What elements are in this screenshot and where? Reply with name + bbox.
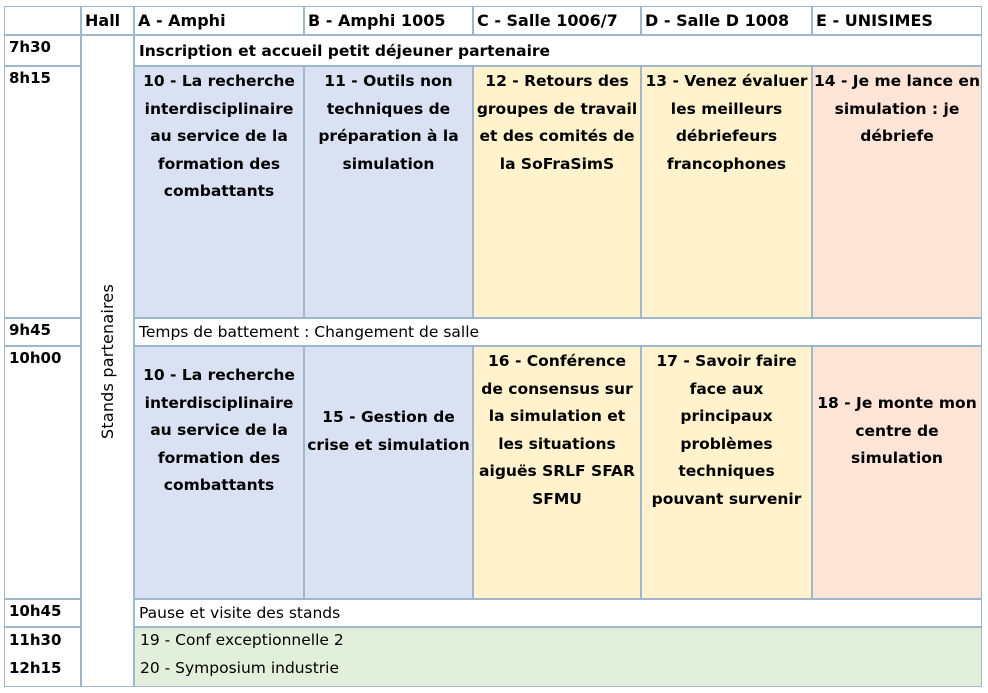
session-title: 10 - La recherche interdisciplinaire au service de la formation des combattants (143, 72, 295, 200)
band-room-change: Temps de battement : Changement de salle (134, 318, 982, 346)
header-room-c: C - Salle 1006/7 (473, 6, 641, 35)
band-conf-exceptionnelle: 19 - Conf exceptionnelle 2 (140, 631, 344, 649)
session-title: 18 - Je monte mon centre de simulation (817, 394, 977, 467)
time-12h15: 12h15 (9, 659, 62, 677)
header-hall: Hall (81, 6, 134, 35)
session-17[interactable] (641, 346, 812, 599)
session-16[interactable] (473, 346, 641, 599)
time-9h45: 9h45 (4, 318, 81, 346)
session-title: 14 - Je me lance en simulation : je débriefe (814, 72, 980, 145)
session-title: 13 - Venez évaluer les meilleurs débriefeurs francophones (645, 72, 808, 173)
band-welcome: Inscription et accueil petit déjeuner partenaire (134, 35, 982, 66)
header-room-b: B - Amphi 1005 (304, 6, 473, 35)
time-cell-midday (4, 627, 81, 687)
hall-column (81, 35, 134, 687)
session-title: 11 - Outils non techniques de préparation à la simulation (318, 72, 459, 173)
session-title: 16 - Conférence de consensus sur la simulation et les situations aiguës SRLF SFAR SFMU (479, 352, 635, 508)
session-10-morning[interactable] (134, 66, 304, 318)
band-pause: Pause et visite des stands (134, 599, 982, 627)
band-symposium: 20 - Symposium industrie (140, 659, 339, 677)
session-15[interactable] (304, 346, 473, 599)
session-title: 17 - Savoir faire face aux principaux problèmes techniques pouvant survenir (651, 352, 802, 508)
header-room-a: A - Amphi (134, 6, 304, 35)
time-8h15: 8h15 (4, 66, 81, 318)
session-12[interactable] (473, 66, 641, 318)
session-10-late[interactable] (134, 346, 304, 599)
session-13[interactable] (641, 66, 812, 318)
header-room-e: E - UNISIMES (812, 6, 982, 35)
time-7h30: 7h30 (4, 35, 81, 66)
header-empty-cell (4, 6, 81, 35)
time-11h30: 11h30 (9, 631, 62, 649)
session-14[interactable] (812, 66, 982, 318)
session-18[interactable] (812, 346, 982, 599)
time-10h45: 10h45 (4, 599, 81, 627)
session-title: 15 - Gestion de crise et simulation (307, 408, 470, 454)
header-room-d: D - Salle D 1008 (641, 6, 812, 35)
session-title: 12 - Retours des groupes de travail et des comités de la SoFraSimS (476, 72, 638, 173)
time-10h00: 10h00 (4, 346, 81, 599)
session-11[interactable] (304, 66, 473, 318)
hall-stands-label: Stands partenaires (98, 283, 118, 439)
session-title: 10 - La recherche interdisciplinaire au service de la formation des combattants (143, 366, 295, 494)
band-midday (134, 627, 982, 687)
